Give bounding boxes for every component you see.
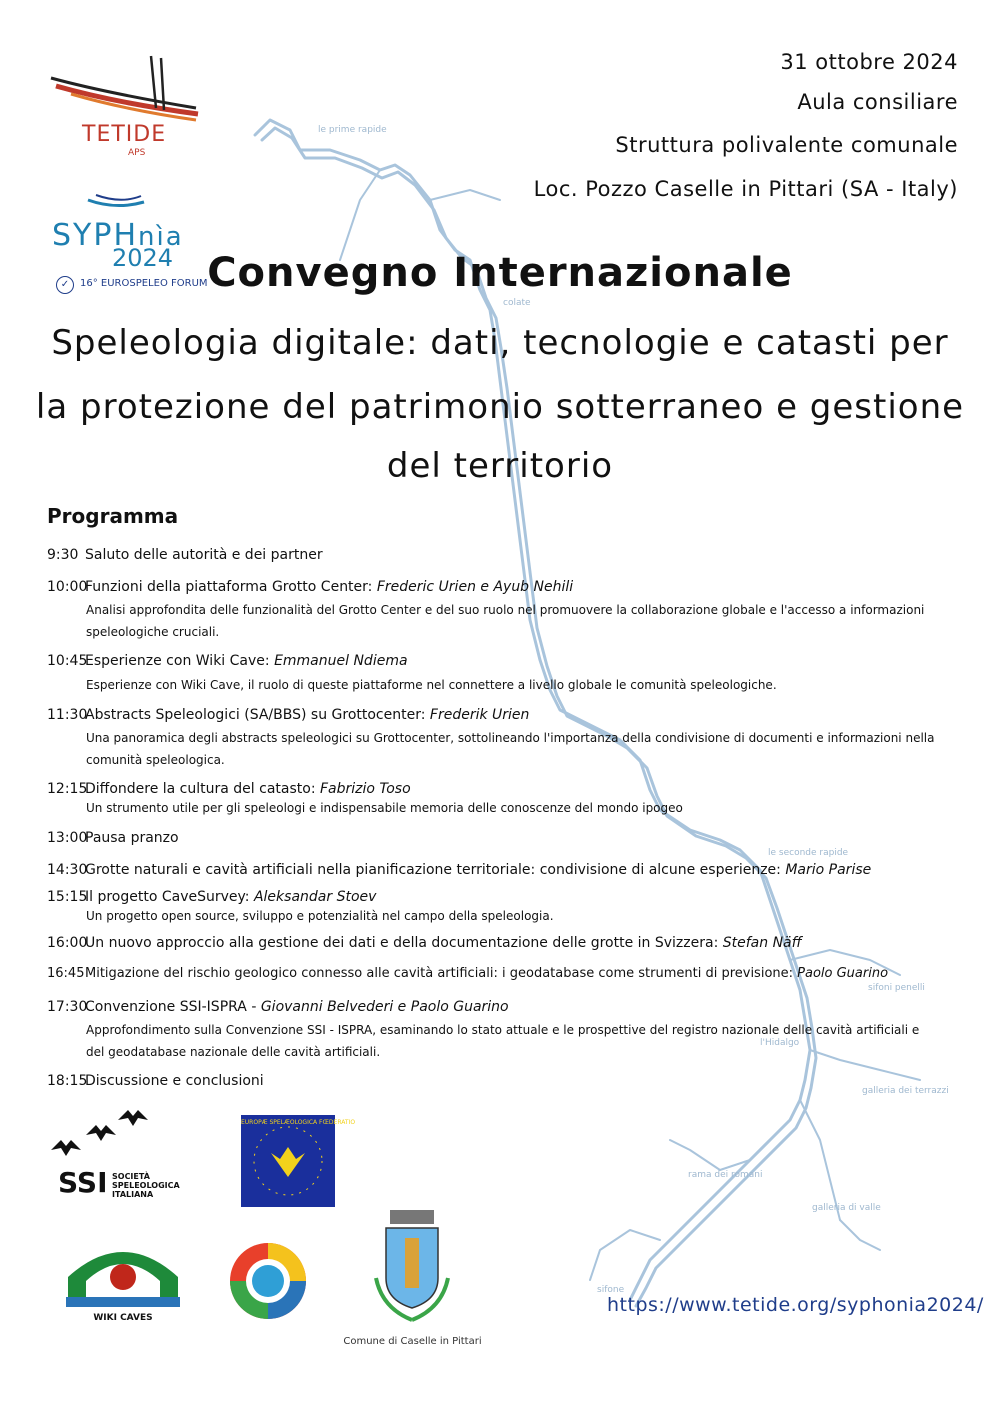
program-text: Grotte naturali e cavità artificiali nella pianificazione territoriale: condivisione di alcune esperienze: xyxy=(85,862,786,878)
program-item xyxy=(47,862,871,878)
circular-association-logo xyxy=(228,1241,308,1321)
fse-emblem xyxy=(241,1115,356,1207)
wikicaves-logo xyxy=(64,1237,182,1327)
program-description xyxy=(86,797,936,819)
map-label: l'Hidalgo xyxy=(760,1038,800,1048)
program-description xyxy=(86,727,936,771)
syphonia-year: 2024 xyxy=(112,244,174,272)
program-text: Saluto delle autorità e dei partner xyxy=(85,547,323,563)
program-description-line: Un strumento utile per gli speleologi e indispensabile memoria delle conoscenze del mondo ipogeo xyxy=(86,801,683,815)
fse-logo xyxy=(241,1115,356,1207)
program-description xyxy=(86,599,936,643)
program-time: 16:45 xyxy=(47,966,85,981)
wikicaves-label: WIKI CAVES xyxy=(93,1313,153,1323)
program-speaker: Giovanni Belvederi e Paolo Guarino xyxy=(260,999,509,1015)
program-text: Abstracts Speleologici (SA/BBS) su Grottocenter: xyxy=(85,707,430,723)
program-speaker: Frederic Urien e Ayub Nehili xyxy=(376,579,574,595)
program-item xyxy=(47,547,323,563)
program-description-line: Esperienze con Wiki Cave, il ruolo di queste piattaforme nel connettere a livello globale le comunità speleologiche. xyxy=(86,678,777,692)
syphonia-name: SYPH xyxy=(52,218,139,253)
ssi-line1: SOCIETÀ xyxy=(112,1172,150,1181)
program-description-line: comunità speleologica. xyxy=(86,753,225,767)
program-speaker: Fabrizio Toso xyxy=(320,781,411,797)
subtitle-line-3: del territorio xyxy=(386,446,614,486)
map-label: le seconde rapide xyxy=(768,848,849,858)
program-heading: Programma xyxy=(47,504,179,528)
program-item xyxy=(47,579,573,595)
program-description xyxy=(86,1019,936,1063)
program-time: 15:15 xyxy=(47,889,88,905)
syphonia-forum: 16° EUROSPELEO FORUM xyxy=(80,278,208,289)
program-text: Esperienze con Wiki Cave: xyxy=(85,653,275,669)
program-text: Discussione e conclusioni xyxy=(85,1073,264,1089)
map-label: galleria di valle xyxy=(812,1203,881,1213)
coat-of-arms-icon xyxy=(372,1208,452,1328)
wikicaves-emblem xyxy=(64,1237,182,1309)
event-building: Struttura polivalente comunale xyxy=(615,133,958,157)
program-time: 14:30 xyxy=(47,862,88,878)
program-item xyxy=(47,889,376,905)
program-description-line: Analisi approfondita delle funzionalità del Grotto Center e del suo ruolo nel promuovere la collaborazione globale e l'accesso a informazioni xyxy=(86,603,925,617)
program-text: Il progetto CaveSurvey: xyxy=(85,889,254,905)
program-description-line: del geodatabase nazionale delle cavità artificiali. xyxy=(86,1045,381,1059)
circular-emblem xyxy=(228,1241,308,1321)
website-link[interactable]: https://www.tetide.org/syphonia2024/ xyxy=(607,1294,984,1316)
program-time: 9:30 xyxy=(47,547,79,563)
program-text: Mitigazione del rischio geologico connesso alle cavità artificiali: i geodatabase come strumenti di previsione: xyxy=(85,966,798,981)
program-time: 10:45 xyxy=(47,653,88,669)
program-description xyxy=(86,905,936,927)
program-description-line: speleologiche cruciali. xyxy=(86,625,220,639)
ssi-logo xyxy=(46,1110,196,1205)
program-text: Funzioni della piattaforma Grotto Center: xyxy=(85,579,377,595)
program-item xyxy=(47,781,411,797)
map-label: rama dei romani xyxy=(688,1170,763,1180)
map-label: galleria dei terrazzi xyxy=(862,1086,949,1096)
program-text: Diffondere la cultura del catasto: xyxy=(85,781,320,797)
program-item xyxy=(47,935,802,951)
program-item xyxy=(47,653,408,669)
page-title: Convegno Internazionale xyxy=(207,250,793,296)
program-speaker: Frederik Urien xyxy=(429,707,530,723)
program-text: Convenzione SSI-ISPRA - xyxy=(85,999,261,1015)
program-description xyxy=(86,674,936,696)
program-text: Un nuovo approccio alla gestione dei dati e della documentazione delle grotte in Svizzera: xyxy=(85,935,723,951)
program-description-line: Un progetto open source, sviluppo e potenzialità nel campo della speleologia. xyxy=(86,909,554,923)
program-time: 13:00 xyxy=(47,830,88,846)
program-speaker: Stefan Näff xyxy=(722,935,802,951)
program-item xyxy=(47,830,179,846)
program-description-line: Una panoramica degli abstracts speleologici su Grottocenter, sottolineando l'importanza della condivisione di documenti e informazioni nella xyxy=(86,731,935,745)
tetide-emblem xyxy=(46,48,206,128)
program-time: 17:30 xyxy=(47,999,88,1015)
subtitle-line-1: Speleologia digitale: dati, tecnologie e catasti per xyxy=(51,323,949,363)
syphonia-boat-icon xyxy=(86,190,146,212)
program-speaker: Emmanuel Ndiema xyxy=(274,653,408,669)
fse-ring-text: EUROPÆ SPELÆOLOGICA FŒDERATIO xyxy=(241,1119,356,1126)
tetide-sub: APS xyxy=(128,148,146,158)
program-item xyxy=(47,1073,264,1089)
subtitle-line-2: la protezione del patrimonio sotterraneo e gestione xyxy=(35,387,965,427)
comune-label: Comune di Caselle in Pittari xyxy=(343,1336,482,1347)
program-speaker: Aleksandar Stoev xyxy=(253,889,377,905)
comune-logo xyxy=(340,1208,485,1348)
eurospeleo-icon: ✓ xyxy=(56,276,74,294)
syphonia-name-end: nìa xyxy=(138,222,184,252)
program-item xyxy=(47,999,509,1015)
map-label: sifoni penelli xyxy=(868,983,925,993)
program-time: 10:00 xyxy=(47,579,88,595)
program-speaker: Paolo Guarino xyxy=(797,966,889,981)
map-label: le prime rapide xyxy=(318,125,387,135)
program-speaker: Mario Parise xyxy=(785,862,872,878)
program-item xyxy=(47,707,529,723)
program-time: 18:15 xyxy=(47,1073,88,1089)
program-description-line: Approfondimento sulla Convenzione SSI - ISPRA, esaminando lo stato attuale e le prospettive del registro nazionale delle cavità artificiali e xyxy=(86,1023,920,1037)
program-item xyxy=(47,966,888,981)
map-label: sifone xyxy=(597,1285,625,1295)
event-date: 31 ottobre 2024 xyxy=(780,50,958,74)
event-hall: Aula consiliare xyxy=(797,90,958,114)
tetide-name: TETIDE xyxy=(82,122,167,147)
event-location: Loc. Pozzo Caselle in Pittari (SA - Italy) xyxy=(533,177,958,201)
ssi-line2: SPELEOLOGICA xyxy=(112,1181,180,1190)
program-time: 11:30 xyxy=(47,707,88,723)
ssi-line3: ITALIANA xyxy=(112,1190,154,1199)
tetide-logo xyxy=(46,48,206,163)
program-text: Pausa pranzo xyxy=(85,830,179,846)
program-time: 12:15 xyxy=(47,781,88,797)
ssi-short: SSI xyxy=(58,1166,108,1199)
map-label: colate xyxy=(503,298,531,308)
bats-icon xyxy=(46,1110,166,1165)
program-time: 16:00 xyxy=(47,935,88,951)
